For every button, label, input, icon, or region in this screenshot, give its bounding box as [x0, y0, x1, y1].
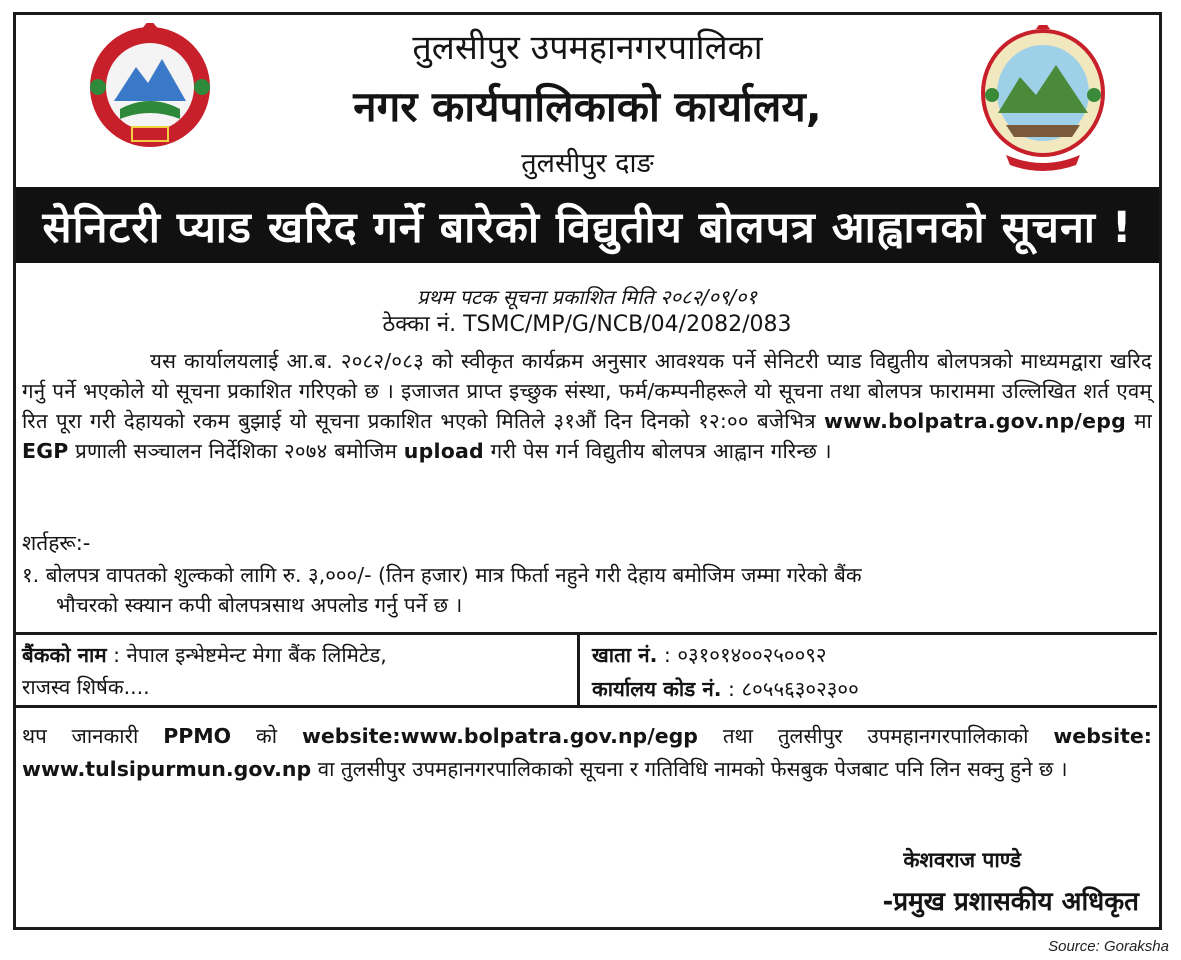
account-number-label: खाता नं.	[592, 643, 658, 667]
bank-name-cell	[22, 639, 582, 703]
bank-name-label: बैंकको नाम	[22, 643, 107, 667]
upload-term: upload	[403, 439, 484, 463]
municipality-name: तुलसीपुर उपमहानगरपालिका	[412, 28, 763, 68]
account-number-value: : ०३१०१४००२५००९२	[663, 643, 827, 667]
tulsipur-website-link: website: www.tulsipurmun.gov.np	[22, 724, 1153, 781]
bolpatra-epg-link: www.bolpatra.gov.np/epg	[824, 409, 1126, 433]
office-location: तुलसीपुर दाङ	[521, 148, 654, 179]
account-cell	[577, 635, 1157, 705]
more-info-text-1: थप जानकारी	[22, 724, 164, 748]
source-credit: Source: Goraksha	[1048, 938, 1169, 955]
more-info-text-2: को	[231, 724, 302, 748]
more-info-text-3: तथा तुलसीपुर उपमहानगरपालिकाको	[697, 724, 1054, 748]
tulsipur-municipality-logo-icon	[976, 25, 1110, 173]
notice-title-banner: सेनिटरी प्याड खरिद गर्ने बारेको विद्युतीय बोलपत्र आह्वानको सूचना !	[16, 187, 1159, 263]
ppmo-term: PPMO	[163, 724, 232, 748]
office-code-label: कार्यालय कोड नं.	[592, 677, 722, 701]
para-text-1: यस कार्यालयलाई आ.ब. २०८२/०८३ को स्वीकृत कार्यक्रम अनुसार आवश्यक पर्ने सेनिटरी प्याड विद्युतीय बोलपत्रको माध्यमद्वारा खरिद गर्नु पर्ने भएकोले यो सूचना प्रकाशित गरिएको छ । इजाजत प्राप्त इच्छुक संस्था, फर्म/कम्पनीहरूले यो सूचना तथा बोलपत्र फाराममा उल्लिखित शर्त एवम् रित पूरा गरी देहायको रकम बुझाई यो सूचना प्रकाशित भएको मितिले ३१औं दिन दिनको १२:०० बजेभित्र	[22, 349, 1152, 433]
para-text-2: मा	[1125, 409, 1152, 433]
condition-1	[22, 560, 1152, 620]
office-code-value: : ८०५५६३०२३००	[728, 677, 859, 701]
more-info-paragraph	[22, 720, 1152, 786]
more-info-text-4: वा तुलसीपुर उपमहानगरपालिकाको सूचना र गतिविधि नामको फेसबुक पेजबाट पनि लिन सक्नु हुने छ ।	[311, 757, 1068, 781]
bank-name-value: : नेपाल इन्भेष्टमेन्ट मेगा बैंक लिमिटेड,	[113, 643, 387, 667]
contract-number: ठेक्का नं. TSMC/MP/G/NCB/04/2082/083	[382, 312, 792, 337]
conditions-heading: शर्तहरू:-	[22, 531, 91, 555]
revenue-head: राजस्व शिर्षक....	[22, 675, 150, 699]
bank-details-table	[14, 632, 1157, 708]
signer-name: केशवराज पाण्डे	[903, 848, 1021, 872]
ppmo-website-link: website:www.bolpatra.gov.np/egp	[301, 724, 698, 748]
signer-title: -प्रमुख प्रशासकीय अधिकृत	[882, 887, 1139, 917]
para-text-3: प्रणाली सञ्चालन निर्देशिका २०७४ बमोजिम	[68, 439, 404, 463]
publication-date: प्रथम पटक सूचना प्रकाशित मिति २०८२/०९/०१	[417, 285, 757, 309]
condition-1-line-2: भौचरको स्क्यान कपी बोलपत्रसाथ अपलोड गर्नु पर्ने छ ।	[56, 593, 463, 617]
para-text-4: गरी पेस गर्न विद्युतीय बोलपत्र आह्वान गरिन्छ ।	[483, 439, 832, 463]
office-name: नगर कार्यपालिकाको कार्यालय,	[353, 82, 822, 131]
notice-paragraph	[22, 346, 1152, 466]
notice-header	[16, 15, 1159, 187]
condition-1-line-1: १. बोलपत्र वापतको शुल्कको लागि रु. ३,०००/- (तिन हजार) मात्र फिर्ता नहुने गरी देहाय बमोजिम जम्मा गरेको बैंक	[22, 563, 862, 587]
egp-term: EGP	[22, 439, 69, 463]
